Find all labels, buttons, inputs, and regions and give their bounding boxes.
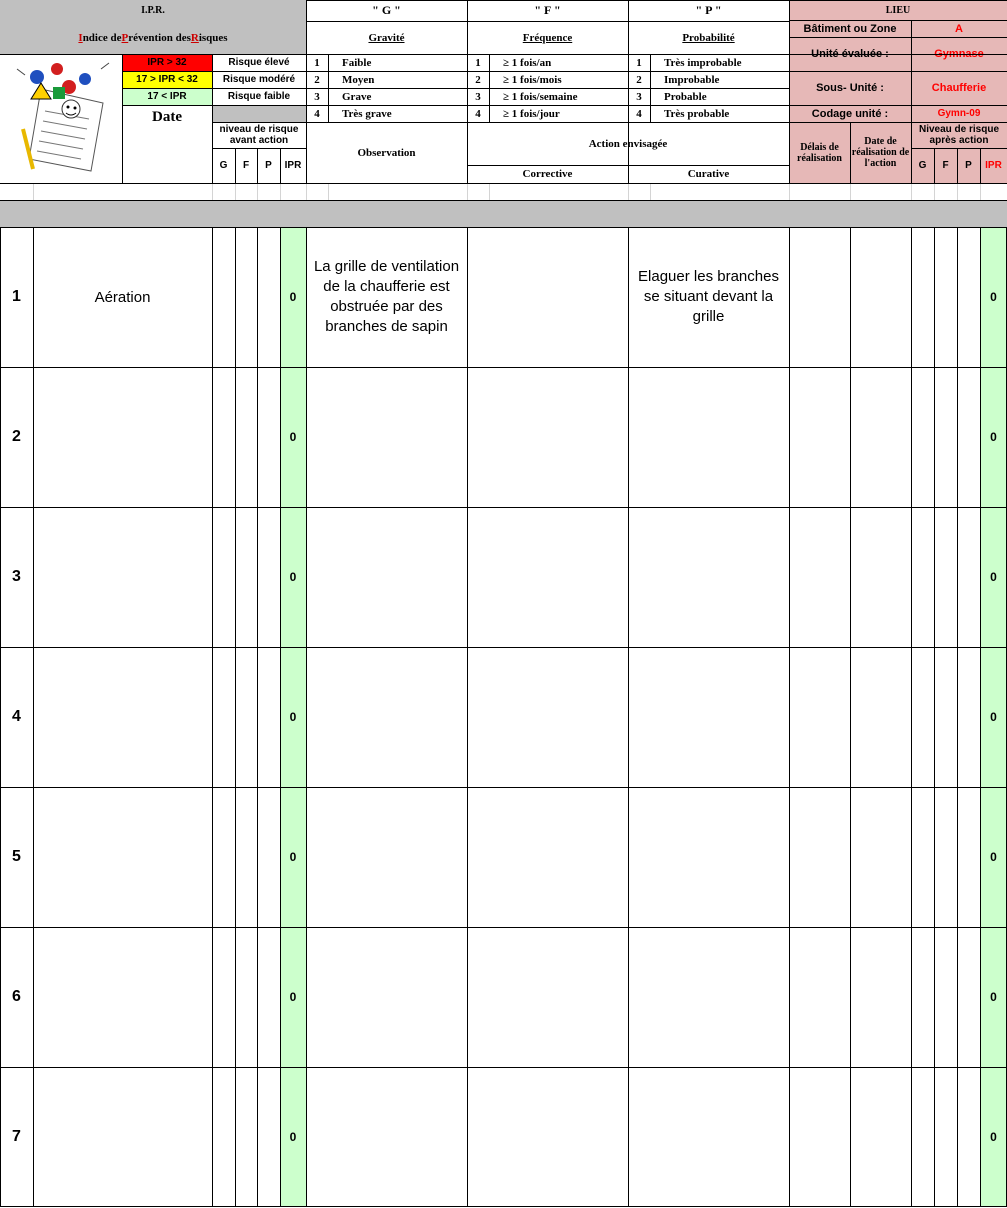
- probabilite-level-label: Très improbable: [664, 56, 742, 69]
- grid-line: [850, 227, 851, 1207]
- f-apres-cell[interactable]: [934, 507, 957, 647]
- date-realisation-cell[interactable]: [850, 227, 911, 367]
- grid-line: [980, 227, 981, 1207]
- gravite-level-label: Très grave: [342, 107, 392, 120]
- ipr-subtitle-part: R: [190, 31, 199, 44]
- curative-cell[interactable]: [628, 927, 789, 1067]
- probabilite-level-number: 3: [636, 90, 642, 103]
- f-avant-cell[interactable]: [235, 367, 257, 507]
- probabilite-level-number: 1: [636, 56, 642, 69]
- grid-line: [33, 227, 34, 1207]
- ipr-avant-cell: 0: [280, 507, 306, 647]
- date-realisation-cell[interactable]: [850, 367, 911, 507]
- grid-line: [911, 184, 912, 201]
- grid-line: [980, 184, 981, 201]
- risk-logo-icon: [0, 54, 122, 183]
- grid-line: [235, 184, 236, 201]
- probabilite-level-number: 4: [636, 107, 642, 120]
- grid-line: [957, 148, 958, 183]
- grid-line: [0, 1206, 1007, 1207]
- g-code: " G ": [372, 3, 401, 17]
- grid-line: [489, 54, 490, 122]
- grid-line: [306, 227, 307, 1207]
- col-ipr-avant: IPR: [284, 160, 302, 171]
- ipr-subtitle-part: révention des: [128, 31, 191, 44]
- grid-line: [0, 367, 1007, 368]
- row-number: 6: [12, 988, 21, 1005]
- grid-line: [257, 227, 258, 1207]
- ipr-avant-cell: 0: [280, 787, 306, 927]
- observation-cell[interactable]: [306, 927, 467, 1067]
- grid-line: [628, 0, 629, 183]
- grid-line: [489, 184, 490, 201]
- gravite-level-label: Moyen: [342, 73, 375, 86]
- f-code: " F ": [534, 3, 561, 17]
- risk-cell[interactable]: [33, 647, 212, 787]
- f-label: Fréquence: [522, 31, 573, 44]
- unite-value: Gymnase: [911, 37, 1007, 71]
- grid-line: [934, 148, 935, 183]
- p-apres-cell[interactable]: [957, 647, 980, 787]
- grid-line: [650, 54, 651, 122]
- corrective-cell[interactable]: [467, 927, 628, 1067]
- col-ipr-apres: IPR: [980, 148, 1007, 183]
- date-realisation-cell[interactable]: [850, 1067, 911, 1207]
- corrective-cell[interactable]: [467, 367, 628, 507]
- curative-cell[interactable]: Elaguer les branches se situant devant la grille: [638, 268, 779, 325]
- frequence-level-label: ≥ 1 fois/semaine: [503, 90, 578, 103]
- grid-line: [789, 184, 790, 201]
- frequence-level-number: 3: [475, 90, 481, 103]
- ipr-apres-cell: 0: [980, 787, 1007, 927]
- grid-line: [280, 227, 281, 1207]
- p-apres-cell[interactable]: [957, 1067, 980, 1207]
- ipr-subtitle-part: I: [78, 31, 83, 44]
- legend-label-low: Risque faible: [227, 91, 291, 102]
- sous-unite-value: Chaufferie: [911, 71, 1007, 105]
- p-avant-cell[interactable]: [257, 927, 280, 1067]
- risk-cell[interactable]: [33, 1067, 212, 1207]
- delais-cell[interactable]: [789, 507, 850, 647]
- row-number: 7: [12, 1128, 21, 1145]
- codage-value: Gymn-09: [911, 105, 1007, 122]
- ipr-apres-cell: 0: [980, 367, 1007, 507]
- date-header: Date: [152, 108, 182, 125]
- grid-line: [467, 227, 468, 1207]
- grid-line: [628, 184, 629, 201]
- frequence-level-number: 1: [475, 56, 481, 69]
- g-avant-cell[interactable]: [212, 1067, 235, 1207]
- niveau-apres-header: Niveau de risque après action: [911, 122, 1007, 148]
- delais-header: Délais de réalisation: [789, 122, 850, 183]
- observation-cell[interactable]: [306, 787, 467, 927]
- grid-line: [212, 227, 213, 1207]
- grid-line: [0, 507, 1007, 508]
- g-label: Gravité: [368, 31, 405, 44]
- g-apres-cell[interactable]: [911, 787, 934, 927]
- grid-line: [122, 88, 789, 89]
- g-apres-cell[interactable]: [911, 647, 934, 787]
- p-label: Probabilité: [682, 31, 735, 44]
- grid-line: [0, 927, 1007, 928]
- col-f-apres: F: [934, 148, 957, 183]
- ipr-apres-cell: 0: [980, 927, 1007, 1067]
- date-realisation-cell[interactable]: [850, 927, 911, 1067]
- curative-cell[interactable]: [628, 1067, 789, 1207]
- sous-unite-label: Sous- Unité :: [789, 71, 911, 105]
- grid-line: [911, 20, 912, 183]
- legend-label-high: Risque élevé: [228, 57, 290, 68]
- grid-line: [0, 227, 1, 1207]
- corrective-header: Corrective: [522, 168, 573, 180]
- p-apres-cell[interactable]: [957, 507, 980, 647]
- col-p-apres: P: [957, 148, 980, 183]
- delais-cell[interactable]: [789, 787, 850, 927]
- ipr-subtitle-part: P: [121, 31, 129, 44]
- corrective-cell[interactable]: [467, 507, 628, 647]
- action-header: Action envisagée: [588, 137, 668, 150]
- ipr-apres-cell: 0: [980, 647, 1007, 787]
- legend-range-high: IPR > 32: [122, 54, 212, 71]
- p-avant-cell[interactable]: [257, 1067, 280, 1207]
- grid-line: [789, 227, 790, 1207]
- grid-line: [789, 37, 1007, 38]
- risk-cell[interactable]: [33, 927, 212, 1067]
- grid-line: [789, 0, 790, 183]
- ipr-apres-cell: 0: [980, 1067, 1007, 1207]
- g-avant-cell[interactable]: [212, 647, 235, 787]
- g-avant-cell[interactable]: [212, 367, 235, 507]
- ipr-avant-cell: 0: [280, 927, 306, 1067]
- f-apres-cell[interactable]: [934, 787, 957, 927]
- frequence-level-label: ≥ 1 fois/an: [503, 56, 552, 69]
- grid-line: [850, 184, 851, 201]
- grid-line: [467, 184, 468, 201]
- gravite-level-number: 2: [314, 73, 320, 86]
- ipr-title: I.P.R.: [0, 0, 306, 21]
- g-avant-cell[interactable]: [212, 507, 235, 647]
- grid-line: [306, 0, 307, 183]
- row-number: 2: [12, 428, 21, 445]
- frequence-level-number: 4: [475, 107, 481, 120]
- probabilite-level-label: Très probable: [664, 107, 730, 120]
- codage-label: Codage unité :: [789, 105, 911, 122]
- grid-line: [957, 184, 958, 201]
- p-code: " P ": [695, 3, 722, 17]
- corrective-cell[interactable]: [467, 647, 628, 787]
- grid-line: [467, 0, 468, 183]
- grid-line: [957, 227, 958, 1207]
- grid-line: [934, 184, 935, 201]
- grid-line: [0, 54, 1007, 55]
- observation-cell[interactable]: [306, 507, 467, 647]
- grid-line: [980, 148, 981, 183]
- p-apres-cell[interactable]: [957, 227, 980, 367]
- gravite-level-number: 4: [314, 107, 320, 120]
- grid-line: [0, 787, 1007, 788]
- grid-line: [257, 148, 258, 183]
- g-avant-cell[interactable]: [212, 227, 235, 367]
- row-number: 3: [12, 568, 21, 585]
- f-avant-cell[interactable]: [235, 647, 257, 787]
- f-avant-cell[interactable]: [235, 1067, 257, 1207]
- curative-cell[interactable]: [628, 787, 789, 927]
- p-avant-cell[interactable]: [257, 367, 280, 507]
- f-avant-cell[interactable]: [235, 227, 257, 367]
- p-apres-cell[interactable]: [957, 367, 980, 507]
- corrective-cell[interactable]: [467, 787, 628, 927]
- risk-cell[interactable]: Aération: [94, 288, 151, 306]
- grid-line: [934, 227, 935, 1207]
- delais-cell[interactable]: [789, 367, 850, 507]
- probabilite-level-number: 2: [636, 73, 642, 86]
- grid-line: [911, 148, 1007, 149]
- ipr-subtitle-part: isques: [198, 31, 228, 44]
- risk-cell[interactable]: [33, 367, 212, 507]
- grid-line: [212, 184, 213, 201]
- ipr-subtitle-part: ndice de: [82, 31, 122, 44]
- delais-cell[interactable]: [789, 927, 850, 1067]
- f-apres-cell[interactable]: [934, 367, 957, 507]
- observation-cell[interactable]: [306, 1067, 467, 1207]
- grid-line: [212, 122, 306, 123]
- grid-line: [850, 122, 851, 183]
- grid-line: [650, 184, 651, 201]
- g-avant-cell[interactable]: [212, 787, 235, 927]
- risk-cell[interactable]: [33, 787, 212, 927]
- ipr-apres-cell: 0: [980, 507, 1007, 647]
- ipr-avant-cell: 0: [280, 367, 306, 507]
- col-g-avant: G: [219, 160, 228, 171]
- grid-line: [911, 227, 912, 1207]
- corrective-cell[interactable]: [467, 1067, 628, 1207]
- grid-line: [0, 647, 1007, 648]
- gravite-level-number: 3: [314, 90, 320, 103]
- curative-cell[interactable]: [628, 507, 789, 647]
- probabilite-level-label: Probable: [664, 90, 707, 103]
- curative-header: Curative: [687, 168, 730, 180]
- grid-line: [212, 54, 213, 183]
- delais-cell[interactable]: [789, 227, 850, 367]
- p-avant-cell[interactable]: [257, 647, 280, 787]
- grid-line: [789, 20, 1007, 21]
- grid-line: [122, 105, 789, 106]
- grid-line: [280, 184, 281, 201]
- g-apres-cell[interactable]: [911, 227, 934, 367]
- col-g-apres: G: [911, 148, 934, 183]
- legend-range-low: 17 < IPR: [122, 88, 212, 105]
- grid-line: [122, 54, 123, 183]
- batiment-label: Bâtiment ou Zone: [789, 20, 911, 37]
- frequence-level-number: 2: [475, 73, 481, 86]
- p-avant-cell[interactable]: [257, 507, 280, 647]
- p-avant-cell[interactable]: [257, 787, 280, 927]
- f-avant-cell[interactable]: [235, 927, 257, 1067]
- grid-line: [0, 1067, 1007, 1068]
- frequence-level-label: ≥ 1 fois/mois: [503, 73, 562, 86]
- gravite-level-label: Grave: [342, 90, 372, 103]
- curative-cell[interactable]: [628, 647, 789, 787]
- g-apres-cell[interactable]: [911, 1067, 934, 1207]
- grid-line: [257, 184, 258, 201]
- curative-cell[interactable]: [628, 367, 789, 507]
- risk-cell[interactable]: [33, 507, 212, 647]
- grid-line: [0, 183, 1007, 184]
- g-apres-cell[interactable]: [911, 507, 934, 647]
- grid-line: [235, 148, 236, 183]
- observation-cell[interactable]: La grille de ventilation de la chaufferie est obstruée par des branches de sapin: [313, 258, 460, 335]
- grey-spacer: [212, 105, 306, 122]
- grid-line: [280, 148, 281, 183]
- grid-line: [306, 21, 789, 22]
- row-number: 4: [12, 708, 21, 725]
- g-avant-cell[interactable]: [212, 927, 235, 1067]
- date-realisation-header: Date de réalisation de l'action: [850, 122, 911, 183]
- row-number: 1: [12, 288, 21, 305]
- grid-line: [628, 227, 629, 1207]
- grid-line: [33, 184, 34, 201]
- delais-cell[interactable]: [789, 647, 850, 787]
- grid-line: [0, 227, 1007, 228]
- f-apres-cell[interactable]: [934, 227, 957, 367]
- ipr-avant-cell: 0: [280, 227, 306, 367]
- grid-line: [328, 184, 329, 201]
- section-separator: [0, 201, 1007, 227]
- gravite-level-label: Faible: [342, 56, 372, 69]
- legend-label-moderate: Risque modéré: [222, 74, 296, 85]
- grid-line: [306, 0, 1007, 1]
- observation-cell[interactable]: [306, 367, 467, 507]
- observation-cell[interactable]: [306, 647, 467, 787]
- batiment-value: A: [911, 20, 1007, 37]
- f-apres-cell[interactable]: [934, 927, 957, 1067]
- row-number: 5: [12, 848, 21, 865]
- grid-line: [328, 54, 329, 122]
- grid-line: [212, 148, 306, 149]
- grid-line: [789, 105, 1007, 106]
- col-p-avant: P: [265, 160, 272, 171]
- f-apres-cell[interactable]: [934, 1067, 957, 1207]
- lieu-title: LIEU: [789, 0, 1007, 20]
- ipr-avant-cell: 0: [280, 1067, 306, 1207]
- grid-line: [306, 122, 1007, 123]
- grid-line: [235, 227, 236, 1207]
- gravite-level-number: 1: [314, 56, 320, 69]
- date-realisation-cell[interactable]: [850, 507, 911, 647]
- ipr-apres-cell: 0: [980, 227, 1007, 367]
- grid-line: [789, 71, 1007, 72]
- g-apres-cell[interactable]: [911, 367, 934, 507]
- grid-line: [122, 71, 789, 72]
- p-apres-cell[interactable]: [957, 927, 980, 1067]
- date-realisation-cell[interactable]: [850, 787, 911, 927]
- unite-label: Unité évaluée :: [789, 37, 911, 71]
- f-avant-cell[interactable]: [235, 507, 257, 647]
- f-apres-cell[interactable]: [934, 647, 957, 787]
- ipr-subtitle: [0, 21, 306, 54]
- f-avant-cell[interactable]: [235, 787, 257, 927]
- grid-line: [306, 184, 307, 201]
- niveau-avant-header: niveau de risque avant action: [219, 124, 299, 146]
- p-avant-cell[interactable]: [257, 227, 280, 367]
- grid-line: [0, 200, 1007, 201]
- ipr-avant-cell: 0: [280, 647, 306, 787]
- g-apres-cell[interactable]: [911, 927, 934, 1067]
- col-f-avant: F: [242, 160, 250, 171]
- p-apres-cell[interactable]: [957, 787, 980, 927]
- observation-header: Observation: [357, 146, 416, 159]
- corrective-cell[interactable]: [467, 227, 628, 367]
- delais-cell[interactable]: [789, 1067, 850, 1207]
- probabilite-level-label: Improbable: [664, 73, 720, 86]
- frequence-level-label: ≥ 1 fois/jour: [503, 107, 560, 120]
- date-realisation-cell[interactable]: [850, 647, 911, 787]
- legend-range-moderate: 17 > IPR < 32: [122, 71, 212, 88]
